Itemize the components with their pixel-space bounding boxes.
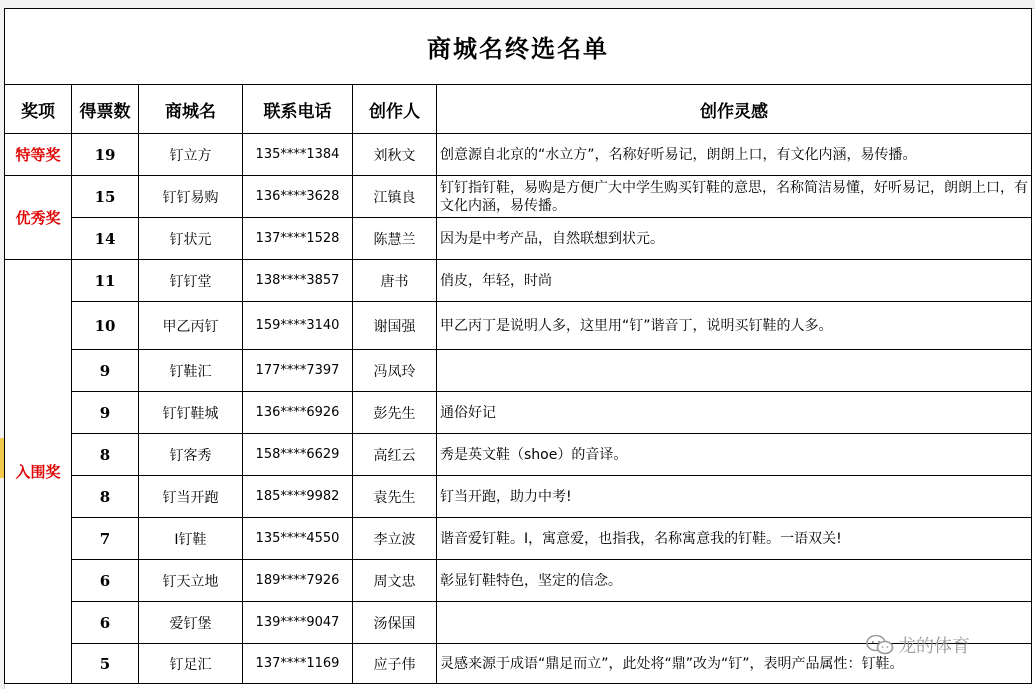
phone-cell[interactable]: 136****6926 bbox=[243, 392, 353, 434]
votes-cell[interactable]: 14 bbox=[72, 218, 139, 260]
inspiration-cell[interactable]: 谐音爱钉鞋。I，寓意爱，也指我，名称寓意我的钉鞋。一语双关! bbox=[437, 518, 1032, 560]
creator-cell[interactable]: 陈慧兰 bbox=[353, 218, 437, 260]
phone-cell[interactable]: 137****1528 bbox=[243, 218, 353, 260]
watermark-text: 龙的体育 bbox=[898, 636, 970, 657]
inspiration-cell[interactable] bbox=[437, 350, 1032, 392]
phone-cell[interactable]: 137****1169 bbox=[243, 644, 353, 684]
creator-cell[interactable]: 李立波 bbox=[353, 518, 437, 560]
inspiration-cell[interactable]: 俏皮，年轻，时尚 bbox=[437, 260, 1032, 302]
phone-cell[interactable]: 136****3628 bbox=[243, 176, 353, 218]
phone-cell[interactable]: 135****4550 bbox=[243, 518, 353, 560]
inspiration-cell[interactable]: 彰显钉鞋特色，坚定的信念。 bbox=[437, 560, 1032, 602]
votes-cell[interactable]: 19 bbox=[72, 134, 139, 176]
inspiration-cell[interactable]: 通俗好记 bbox=[437, 392, 1032, 434]
votes-cell[interactable]: 9 bbox=[72, 350, 139, 392]
table-row bbox=[5, 476, 1032, 518]
name-cell[interactable]: 钉当开跑 bbox=[139, 476, 243, 518]
phone-cell[interactable]: 158****6629 bbox=[243, 434, 353, 476]
watermark bbox=[866, 632, 970, 658]
phone-cell[interactable]: 139****9047 bbox=[243, 602, 353, 644]
table-row bbox=[5, 302, 1032, 350]
wechat-icon bbox=[866, 634, 894, 656]
table-row bbox=[5, 392, 1032, 434]
creator-cell[interactable]: 谢国强 bbox=[353, 302, 437, 350]
name-cell[interactable]: 爱钉堡 bbox=[139, 602, 243, 644]
creator-cell[interactable]: 彭先生 bbox=[353, 392, 437, 434]
creator-cell[interactable]: 江镇良 bbox=[353, 176, 437, 218]
votes-cell[interactable]: 6 bbox=[72, 602, 139, 644]
table-row bbox=[5, 134, 1032, 176]
name-cell[interactable]: 钉天立地 bbox=[139, 560, 243, 602]
name-cell[interactable]: 钉钉鞋城 bbox=[139, 392, 243, 434]
votes-cell[interactable]: 7 bbox=[72, 518, 139, 560]
table-row bbox=[5, 350, 1032, 392]
header-inspiration[interactable]: 创作灵感 bbox=[437, 85, 1032, 134]
votes-cell[interactable]: 15 bbox=[72, 176, 139, 218]
votes-cell[interactable]: 6 bbox=[72, 560, 139, 602]
title-row bbox=[5, 9, 1032, 85]
header-name[interactable]: 商城名 bbox=[139, 85, 243, 134]
votes-cell[interactable]: 11 bbox=[72, 260, 139, 302]
creator-cell[interactable]: 高红云 bbox=[353, 434, 437, 476]
name-cell[interactable]: 钉足汇 bbox=[139, 644, 243, 684]
header-creator[interactable]: 创作人 bbox=[353, 85, 437, 134]
page-title[interactable]: 商城名终选名单 bbox=[5, 9, 1032, 85]
final-list-table bbox=[4, 8, 1032, 684]
creator-cell[interactable]: 袁先生 bbox=[353, 476, 437, 518]
name-cell[interactable]: 钉状元 bbox=[139, 218, 243, 260]
award-excellent[interactable]: 优秀奖 bbox=[5, 176, 72, 260]
header-award[interactable]: 奖项 bbox=[5, 85, 72, 134]
name-cell[interactable]: I钉鞋 bbox=[139, 518, 243, 560]
creator-cell[interactable]: 周文忠 bbox=[353, 560, 437, 602]
header-votes[interactable]: 得票数 bbox=[72, 85, 139, 134]
inspiration-cell[interactable]: 甲乙丙丁是说明人多，这里用“钉”谐音丁，说明买钉鞋的人多。 bbox=[437, 302, 1032, 350]
creator-cell[interactable]: 唐书 bbox=[353, 260, 437, 302]
phone-cell[interactable]: 135****1384 bbox=[243, 134, 353, 176]
votes-cell[interactable]: 5 bbox=[72, 644, 139, 684]
inspiration-cell[interactable]: 钉钉指钉鞋，易购是方便广大中学生购买钉鞋的意思，名称简洁易懂，好听易记，朗朗上口，有文化内涵，易传播。 bbox=[437, 176, 1032, 218]
table-row bbox=[5, 518, 1032, 560]
table-row bbox=[5, 434, 1032, 476]
table-row bbox=[5, 560, 1032, 602]
award-finalist[interactable]: 入围奖 bbox=[5, 260, 72, 684]
phone-cell[interactable]: 177****7397 bbox=[243, 350, 353, 392]
creator-cell[interactable]: 汤保国 bbox=[353, 602, 437, 644]
name-cell[interactable]: 钉鞋汇 bbox=[139, 350, 243, 392]
inspiration-cell[interactable]: 创意源自北京的“水立方”，名称好听易记，朗朗上口，有文化内涵，易传播。 bbox=[437, 134, 1032, 176]
name-cell[interactable]: 钉钉堂 bbox=[139, 260, 243, 302]
votes-cell[interactable]: 8 bbox=[72, 434, 139, 476]
name-cell[interactable]: 甲乙丙钉 bbox=[139, 302, 243, 350]
inspiration-cell[interactable]: 因为是中考产品，自然联想到状元。 bbox=[437, 218, 1032, 260]
creator-cell[interactable]: 冯凤玲 bbox=[353, 350, 437, 392]
votes-cell[interactable]: 9 bbox=[72, 392, 139, 434]
creator-cell[interactable]: 应子伟 bbox=[353, 644, 437, 684]
table-row bbox=[5, 260, 1032, 302]
inspiration-cell[interactable]: 灵感来源于成语“鼎足而立”，此处将“鼎”改为“钉”，表明产品属性：钉鞋。 bbox=[437, 644, 1032, 684]
name-cell[interactable]: 钉客秀 bbox=[139, 434, 243, 476]
phone-cell[interactable]: 159****3140 bbox=[243, 302, 353, 350]
creator-cell[interactable]: 刘秋文 bbox=[353, 134, 437, 176]
header-phone[interactable]: 联系电话 bbox=[243, 85, 353, 134]
name-cell[interactable]: 钉立方 bbox=[139, 134, 243, 176]
votes-cell[interactable]: 8 bbox=[72, 476, 139, 518]
award-special[interactable]: 特等奖 bbox=[5, 134, 72, 176]
header-row bbox=[5, 85, 1032, 134]
phone-cell[interactable]: 138****3857 bbox=[243, 260, 353, 302]
votes-cell[interactable]: 10 bbox=[72, 302, 139, 350]
phone-cell[interactable]: 189****7926 bbox=[243, 560, 353, 602]
table-row bbox=[5, 218, 1032, 260]
inspiration-cell[interactable]: 秀是英文鞋（shoe）的音译。 bbox=[437, 434, 1032, 476]
inspiration-cell[interactable]: 钉当开跑，助力中考! bbox=[437, 476, 1032, 518]
name-cell[interactable]: 钉钉易购 bbox=[139, 176, 243, 218]
phone-cell[interactable]: 185****9982 bbox=[243, 476, 353, 518]
table-row bbox=[5, 176, 1032, 218]
